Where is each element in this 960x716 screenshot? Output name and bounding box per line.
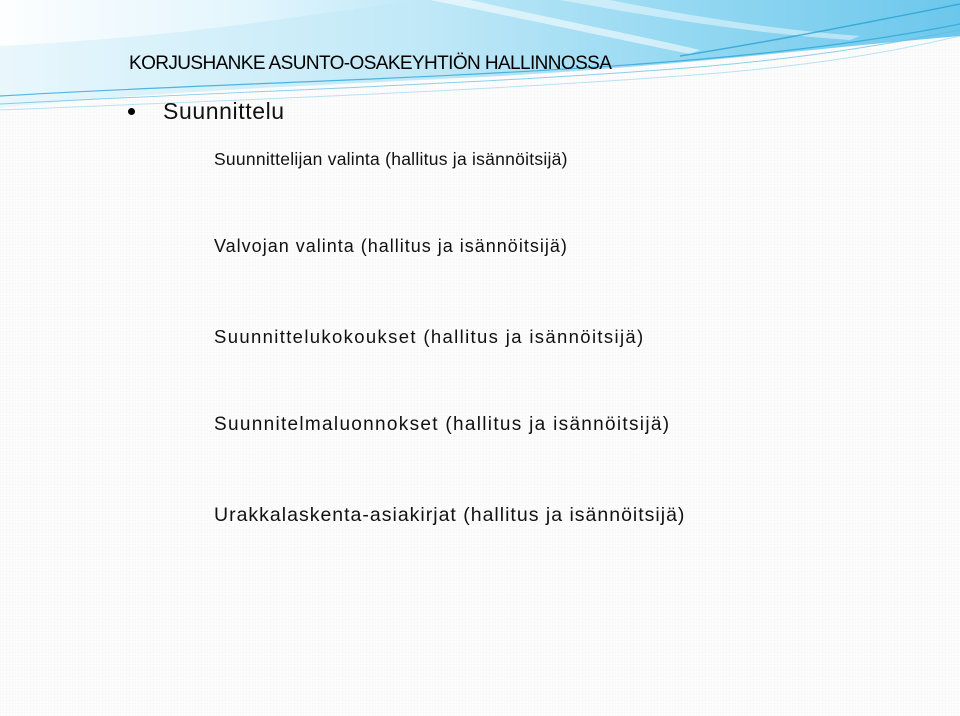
heading-bullet [128, 98, 285, 125]
list-item: Valvojan valinta (hallitus ja isännöitsijä) [214, 236, 568, 256]
list-item: Suunnittelukokoukset (hallitus ja isännöitsijä) [214, 326, 645, 347]
bullet-icon [128, 108, 135, 115]
slide-title: KORJUSHANKE ASUNTO-OSAKEYHTIÖN HALLINNOSSA [129, 53, 612, 74]
list-item: Suunnittelijan valinta (hallitus ja isännöitsijä) [214, 149, 568, 169]
list-item: Urakkalaskenta-asiakirjat (hallitus ja isännöitsijä) [214, 504, 686, 526]
list-item: Suunnitelmaluonnokset (hallitus ja isännöitsijä) [214, 414, 671, 435]
section-heading: Suunnittelu [163, 98, 285, 124]
